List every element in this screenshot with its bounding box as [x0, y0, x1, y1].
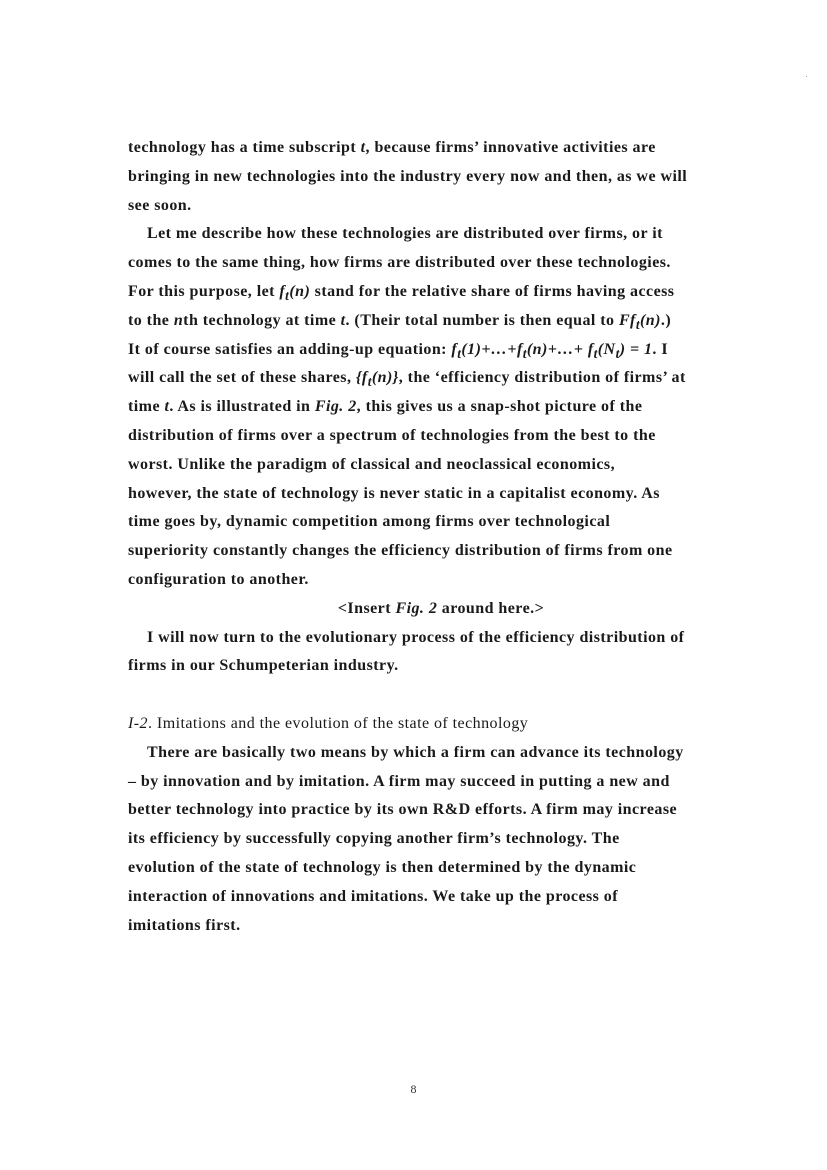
text-line: bringing in new technologies into the industry every now and then, as we will	[128, 167, 688, 185]
text-line: worst. Unlike the paradigm of classical and neoclassical economics,	[128, 455, 616, 473]
text-line: It of course satisfies an adding-up equation: $f_t(1)+\dots+f_t(n)+\dots+ f_t(N_t) = 1$. I	[128, 340, 668, 361]
text-line: I will now turn to the evolutionary process of the efficiency distribution of	[147, 628, 685, 646]
blank-line	[128, 681, 754, 710]
text-line: better technology into practice by its own R&D efforts. A firm may increase	[128, 801, 678, 819]
text-line: see soon.	[128, 196, 192, 214]
figure-insert-note: <Insert Fig. 2 around here.>	[337, 599, 545, 617]
text-line: evolution of the state of technology is then determined by the dynamic	[128, 858, 637, 876]
text-line: to the nth technology at time t. (Their total number is then equal to $Ff_t(n)$.)	[128, 311, 672, 332]
text-line: technology has a time subscript t, because firms’ innovative activities are	[128, 139, 656, 156]
scan-speck	[806, 76, 807, 77]
text-line: time goes by, dynamic competition among firms over technological	[128, 513, 611, 531]
text-line: – by innovation and by imitation. A firm may succeed in putting a new and	[128, 772, 670, 790]
text-line: superiority constantly changes the efficiency distribution of firms from one	[128, 542, 673, 560]
text-line: comes to the same thing, how firms are distributed over these technologies.	[128, 254, 671, 272]
page-number: 8	[410, 1082, 417, 1096]
section-heading: I-2. Imitations and the evolution of the state of technology	[128, 714, 529, 732]
text-line: distribution of firms over a spectrum of technologies from the best to the	[128, 426, 656, 444]
text-line: imitations first.	[128, 916, 241, 934]
text-line: however, the state of technology is never static in a capitalist economy. As	[128, 484, 660, 502]
text-line: its efficiency by successfully copying another firm’s technology. The	[128, 830, 620, 848]
text-line: time t. As is illustrated in Fig. 2, this gives us a snap-shot picture of the	[128, 398, 643, 416]
text-line: will call the set of these shares, $\{f_t(n)\}$, the ‘efficiency distribution of firms’ at	[128, 369, 686, 390]
text-line: Let me describe how these technologies are distributed over firms, or it	[147, 225, 663, 243]
text-line: There are basically two means by which a firm can advance its technology	[147, 743, 684, 761]
text-line: interaction of innovations and imitations. We take up the process of	[128, 887, 619, 905]
body-text	[128, 134, 754, 940]
text-line: configuration to another.	[128, 570, 309, 588]
text-line: firms in our Schumpeterian industry.	[128, 657, 399, 675]
text-line: For this purpose, let $f_t(n)$ stand for the relative share of firms having access	[128, 282, 675, 304]
